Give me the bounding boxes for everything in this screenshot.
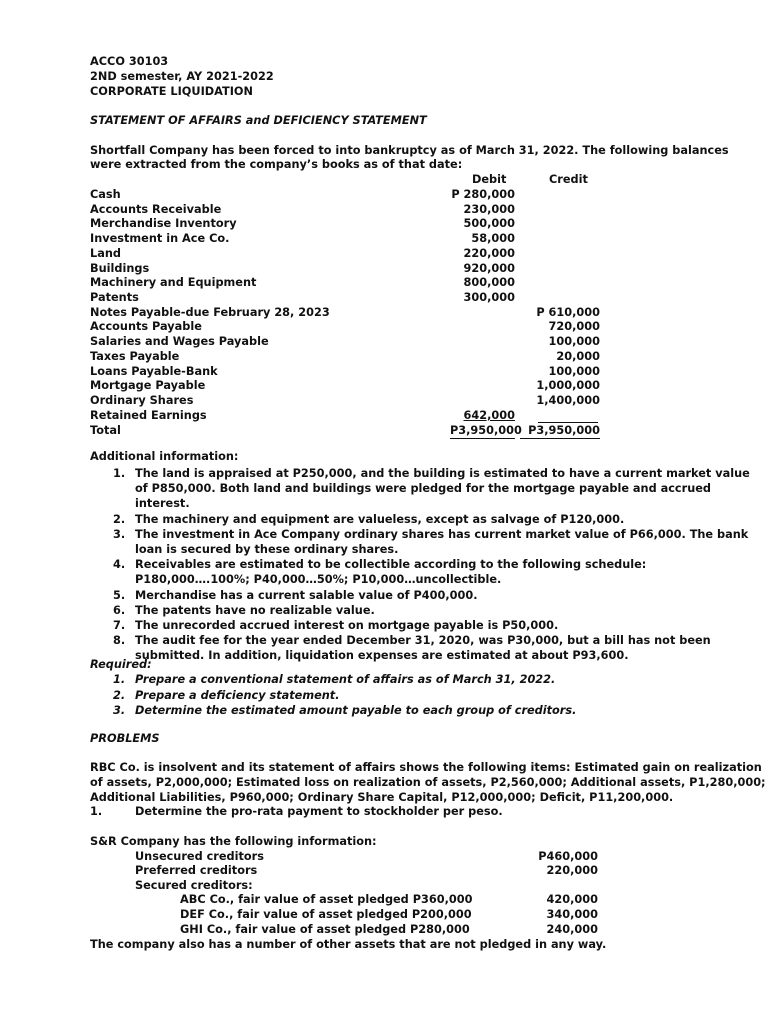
additional-info-text: submitted. In addition, liquidation expenses are estimated at about P93,600. bbox=[135, 649, 629, 662]
credit-header: Credit bbox=[549, 173, 588, 186]
required-text: Determine the estimated amount payable to each group of creditors. bbox=[135, 704, 577, 717]
additional-info-text: Merchandise has a current salable value of P400,000. bbox=[135, 589, 478, 602]
debit-amount: 500,000 bbox=[463, 217, 515, 230]
sr-intro: S&R Company has the following information: bbox=[90, 835, 377, 848]
rbc-line-2: of assets, P2,000,000; Estimated loss on realization of assets, P2,560,000; Additional assets, P1,280,000; bbox=[90, 776, 766, 789]
debit-amount: 220,000 bbox=[463, 247, 515, 260]
sr-secured-def-label: DEF Co., fair value of asset pledged P200,000 bbox=[180, 908, 472, 921]
additional-info-text: The unrecorded accrued interest on mortgage payable is P50,000. bbox=[135, 619, 559, 632]
account-name: Ordinary Shares bbox=[90, 394, 194, 407]
sr-closing: The company also has a number of other assets that are not pledged in any way. bbox=[90, 938, 607, 951]
additional-info-text: The investment in Ace Company ordinary shares has current market value of P66,000. The bank bbox=[135, 528, 749, 541]
sr-secured-label: Secured creditors: bbox=[135, 879, 253, 892]
credit-amount: 100,000 bbox=[548, 335, 600, 348]
section-title: STATEMENT OF AFFAIRS and DEFICIENCY STATEMENT bbox=[90, 114, 427, 127]
rbc-task-number: 1. bbox=[90, 805, 103, 818]
additional-info-text: interest. bbox=[135, 497, 190, 510]
account-name: Buildings bbox=[90, 262, 150, 275]
additional-info-number: 7. bbox=[113, 619, 126, 632]
debit-amount: 800,000 bbox=[463, 276, 515, 289]
additional-info-text: Receivables are estimated to be collectible according to the following schedule: bbox=[135, 558, 647, 571]
additional-info-text: The land is appraised at P250,000, and the building is estimated to have a current market value bbox=[135, 467, 750, 480]
credit-amount: 20,000 bbox=[556, 350, 600, 363]
problems-heading: PROBLEMS bbox=[90, 732, 160, 745]
sr-secured-abc-value: 420,000 bbox=[546, 893, 598, 906]
additional-info-text: P180,000….100%; P40,000…50%; P10,000…uncollectible. bbox=[135, 573, 502, 586]
credit-amount: 100,000 bbox=[548, 365, 600, 378]
account-name: Total bbox=[90, 424, 121, 437]
account-name: Salaries and Wages Payable bbox=[90, 335, 269, 348]
account-name: Merchandise Inventory bbox=[90, 217, 237, 230]
credit-amount: P 610,000 bbox=[536, 306, 600, 319]
required-number: 3. bbox=[113, 704, 126, 717]
debit-amount: 300,000 bbox=[463, 291, 515, 304]
required-number: 1. bbox=[113, 673, 126, 686]
topic-title: CORPORATE LIQUIDATION bbox=[90, 85, 253, 98]
account-name: Investment in Ace Co. bbox=[90, 232, 230, 245]
additional-info-text: The machinery and equipment are valueless, except as salvage of P120,000. bbox=[135, 513, 625, 526]
debit-header: Debit bbox=[472, 173, 507, 186]
rbc-task: Determine the pro-rata payment to stockholder per peso. bbox=[135, 805, 503, 818]
intro-line-2: were extracted from the company’s books as of that date: bbox=[90, 158, 463, 171]
account-name: Accounts Payable bbox=[90, 320, 202, 333]
account-name: Taxes Payable bbox=[90, 350, 180, 363]
credit-amount: 720,000 bbox=[548, 320, 600, 333]
required-number: 2. bbox=[113, 689, 126, 702]
sr-secured-ghi-label: GHI Co., fair value of asset pledged P280,000 bbox=[180, 923, 470, 936]
account-name: Land bbox=[90, 247, 121, 260]
sr-preferred-value: 220,000 bbox=[546, 864, 598, 877]
debit-amount: 58,000 bbox=[471, 232, 515, 245]
additional-info-text: loan is secured by these ordinary shares. bbox=[135, 543, 399, 556]
account-name: Cash bbox=[90, 188, 121, 201]
required-text: Prepare a conventional statement of affairs as of March 31, 2022. bbox=[135, 673, 556, 686]
credit-amount: P3,950,000 bbox=[520, 424, 600, 439]
account-name: Machinery and Equipment bbox=[90, 276, 257, 289]
sr-secured-abc-label: ABC Co., fair value of asset pledged P360,000 bbox=[180, 893, 473, 906]
sr-secured-def-value: 340,000 bbox=[546, 908, 598, 921]
credit-amount: 1,400,000 bbox=[536, 394, 600, 407]
account-name: Mortgage Payable bbox=[90, 379, 206, 392]
additional-info-heading: Additional information: bbox=[90, 450, 239, 463]
debit-amount: 920,000 bbox=[463, 262, 515, 275]
sr-preferred-label: Preferred creditors bbox=[135, 864, 258, 877]
sr-secured-ghi-value: 240,000 bbox=[546, 923, 598, 936]
semester-line: 2ND semester, AY 2021-2022 bbox=[90, 70, 274, 83]
debit-amount: P 280,000 bbox=[451, 188, 515, 201]
additional-info-number: 2. bbox=[113, 513, 126, 526]
course-code: ACCO 30103 bbox=[90, 55, 169, 68]
account-name: Loans Payable-Bank bbox=[90, 365, 218, 378]
credit-subtotal-rule bbox=[538, 422, 598, 423]
rbc-line-1: RBC Co. is insolvent and its statement of affairs shows the following items: Estimated gain on realization bbox=[90, 761, 762, 774]
additional-info-text: The patents have no realizable value. bbox=[135, 604, 375, 617]
debit-amount: 642,000 bbox=[463, 409, 515, 422]
sr-unsecured-label: Unsecured creditors bbox=[135, 850, 264, 863]
required-heading: Required: bbox=[90, 658, 152, 671]
debit-amount: P3,950,000 bbox=[450, 424, 522, 437]
additional-info-text: of P850,000. Both land and buildings were pledged for the mortgage payable and accrued bbox=[135, 482, 711, 495]
sr-unsecured-value: P460,000 bbox=[538, 850, 598, 863]
account-name: Accounts Receivable bbox=[90, 203, 222, 216]
rbc-line-3: Additional Liabilities, P960,000; Ordinary Share Capital, P12,000,000; Deficit, P11,200,000. bbox=[90, 791, 674, 804]
intro-line-1: Shortfall Company has been forced to into bankruptcy as of March 31, 2022. The following balances bbox=[90, 144, 729, 157]
account-name: Retained Earnings bbox=[90, 409, 207, 422]
account-name: Notes Payable-due February 28, 2023 bbox=[90, 306, 330, 319]
additional-info-number: 6. bbox=[113, 604, 126, 617]
required-text: Prepare a deficiency statement. bbox=[135, 689, 340, 702]
additional-info-number: 8. bbox=[113, 634, 126, 647]
additional-info-number: 4. bbox=[113, 558, 126, 571]
debit-amount: 230,000 bbox=[463, 203, 515, 216]
additional-info-text: The audit fee for the year ended December 31, 2020, was P30,000, but a bill has not been bbox=[135, 634, 711, 647]
account-name: Patents bbox=[90, 291, 139, 304]
additional-info-number: 3. bbox=[113, 528, 126, 541]
additional-info-number: 5. bbox=[113, 589, 126, 602]
additional-info-number: 1. bbox=[113, 467, 126, 480]
credit-amount: 1,000,000 bbox=[536, 379, 600, 392]
